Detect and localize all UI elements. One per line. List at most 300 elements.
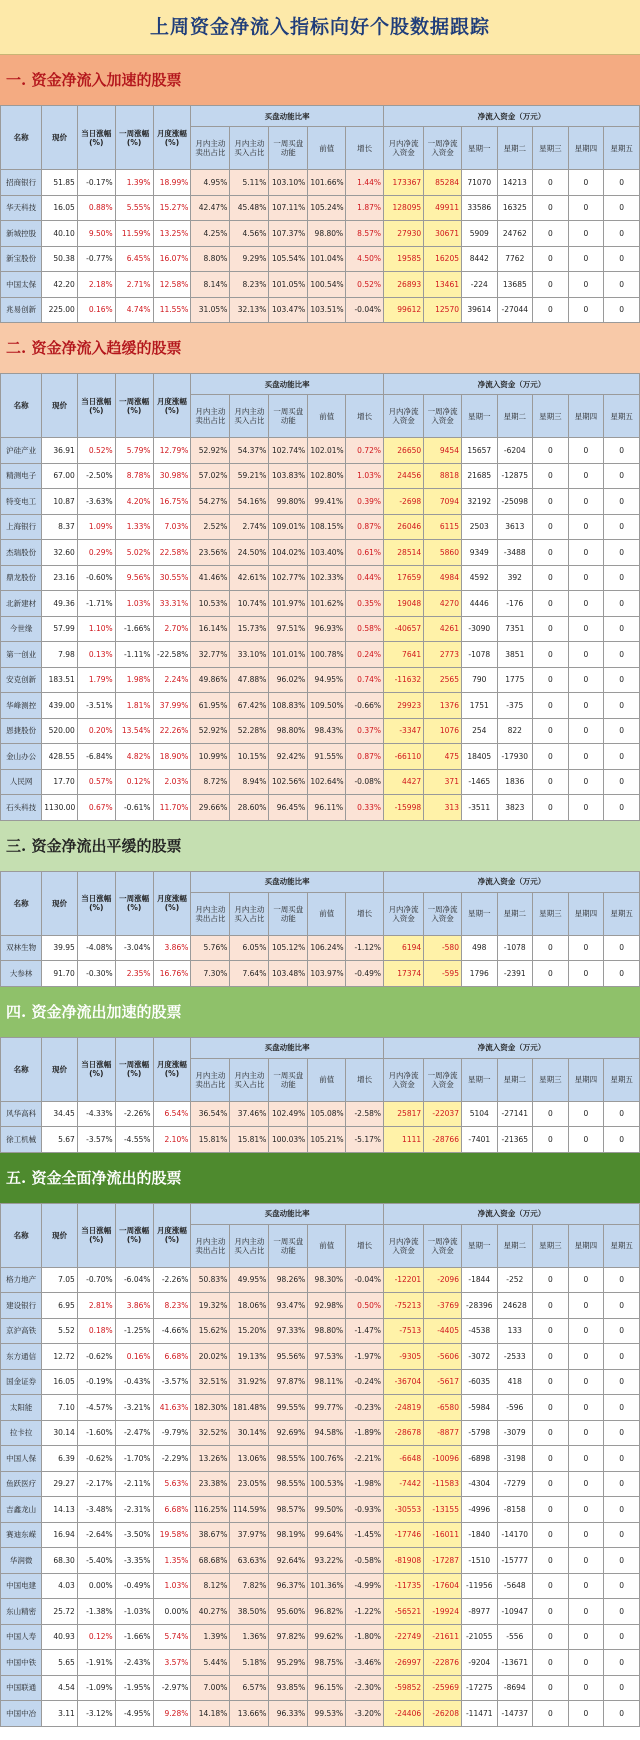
header-month-change: 月度涨幅(%) [153,1203,191,1267]
growth: -0.23% [346,1395,384,1421]
month-change: 3.57% [153,1650,191,1676]
wednesday-flow: 0 [533,744,569,770]
week-net-inflow: -19924 [424,1599,462,1625]
active-buy-ratio: 15.81% [230,1127,269,1153]
week-change: -2.26% [115,1101,153,1127]
header-month-change: 月度涨幅(%) [153,106,191,170]
day-change: -0.60% [77,565,115,591]
monday-flow: 9349 [461,540,497,566]
data-table-2 [0,373,640,821]
growth: -2.21% [346,1446,384,1472]
price: 17.70 [42,769,78,795]
wednesday-flow: 0 [533,514,569,540]
thursday-flow: 0 [568,1344,604,1370]
header-b-sell: 月内主动卖出占比 [191,1224,230,1267]
price: 16.05 [42,195,78,221]
table-row [1,1471,640,1497]
thursday-flow: 0 [568,1599,604,1625]
week-net-inflow: 4984 [424,565,462,591]
tuesday-flow: -27141 [497,1101,533,1127]
price: 51.85 [42,170,78,196]
friday-flow: 0 [604,1127,640,1153]
active-sell-ratio: 182.30% [191,1395,230,1421]
month-net-inflow: -66110 [384,744,424,770]
week-buy-momentum: 104.02% [269,540,308,566]
table-row [1,195,640,221]
day-change: -2.17% [77,1471,115,1497]
week-change: 4.74% [115,297,153,323]
thursday-flow: 0 [568,961,604,987]
monday-flow: -3072 [461,1344,497,1370]
stock-name: 东山精密 [1,1599,42,1625]
header-b-week: 一周买盘动能 [269,127,308,170]
week-buy-momentum: 98.26% [269,1267,308,1293]
week-net-inflow: 2565 [424,667,462,693]
active-sell-ratio: 116.25% [191,1497,230,1523]
month-change: 22.58% [153,540,191,566]
thursday-flow: 0 [568,1650,604,1676]
table-row [1,438,640,464]
week-net-inflow: -6580 [424,1395,462,1421]
active-sell-ratio: 42.47% [191,195,230,221]
header-day-change: 当日涨幅(%) [77,374,115,438]
week-net-inflow: -21611 [424,1624,462,1650]
tuesday-flow: -7279 [497,1471,533,1497]
week-net-inflow: -17287 [424,1548,462,1574]
header-month-change: 月度涨幅(%) [153,1037,191,1101]
table-row [1,961,640,987]
header-fri: 星期五 [604,892,640,935]
tuesday-flow: 24628 [497,1293,533,1319]
friday-flow: 0 [604,591,640,617]
growth: -1.97% [346,1344,384,1370]
active-sell-ratio: 8.14% [191,272,230,298]
week-buy-momentum: 97.87% [269,1369,308,1395]
stock-name: 中国太保 [1,272,42,298]
growth: 0.58% [346,616,384,642]
thursday-flow: 0 [568,1446,604,1472]
monday-flow: 1796 [461,961,497,987]
header-wed: 星期三 [533,892,569,935]
table-row [1,1548,640,1574]
monday-flow: -1844 [461,1267,497,1293]
section-title: 四. 资金净流出加速的股票 [0,987,640,1037]
active-sell-ratio: 40.27% [191,1599,230,1625]
header-tue: 星期二 [497,1058,533,1101]
week-change: -0.49% [115,1573,153,1599]
price: 30.14 [42,1420,78,1446]
header-thu: 星期四 [568,395,604,438]
thursday-flow: 0 [568,1624,604,1650]
week-change: -1.25% [115,1318,153,1344]
monday-flow: 32192 [461,489,497,515]
price: 7.05 [42,1267,78,1293]
header-mon: 星期一 [461,1224,497,1267]
stock-name: 石头科技 [1,795,42,821]
header-tue: 星期二 [497,395,533,438]
price: 42.20 [42,272,78,298]
wednesday-flow: 0 [533,1701,569,1727]
header-tue: 星期二 [497,127,533,170]
monday-flow: 33586 [461,195,497,221]
active-buy-ratio: 5.11% [230,170,269,196]
growth: -5.17% [346,1127,384,1153]
active-buy-ratio: 181.48% [230,1395,269,1421]
price: 34.45 [42,1101,78,1127]
wednesday-flow: 0 [533,463,569,489]
month-change: 1.03% [153,1573,191,1599]
growth: -1.22% [346,1599,384,1625]
header-price: 现价 [42,374,78,438]
prev-value: 106.24% [308,935,346,961]
wednesday-flow: 0 [533,1522,569,1548]
month-net-inflow: 26893 [384,272,424,298]
growth: -0.04% [346,297,384,323]
thursday-flow: 0 [568,1127,604,1153]
day-change: 1.79% [77,667,115,693]
stock-name: 太阳能 [1,1395,42,1421]
month-change: 12.58% [153,272,191,298]
thursday-flow: 0 [568,1471,604,1497]
thursday-flow: 0 [568,935,604,961]
wednesday-flow: 0 [533,718,569,744]
header-week-change: 一周涨幅(%) [115,106,153,170]
friday-flow: 0 [604,961,640,987]
header-b-growth: 增长 [346,892,384,935]
price: 6.39 [42,1446,78,1472]
prev-value: 98.75% [308,1650,346,1676]
stock-name: 中国联通 [1,1675,42,1701]
tuesday-flow: 1775 [497,667,533,693]
week-buy-momentum: 95.56% [269,1344,308,1370]
month-net-inflow: -17746 [384,1522,424,1548]
active-buy-ratio: 54.16% [230,489,269,515]
month-net-inflow: -30553 [384,1497,424,1523]
month-change: 19.58% [153,1522,191,1548]
friday-flow: 0 [604,540,640,566]
stock-name: 京沪高铁 [1,1318,42,1344]
monday-flow: -11471 [461,1701,497,1727]
active-buy-ratio: 114.59% [230,1497,269,1523]
month-net-inflow: -75213 [384,1293,424,1319]
tuesday-flow: -176 [497,591,533,617]
stock-name: 兆易创新 [1,297,42,323]
prev-value: 91.55% [308,744,346,770]
table-row [1,744,640,770]
prev-value: 99.41% [308,489,346,515]
growth: -1.80% [346,1624,384,1650]
wednesday-flow: 0 [533,1675,569,1701]
active-buy-ratio: 7.82% [230,1573,269,1599]
header-price: 现价 [42,871,78,935]
monday-flow: 5104 [461,1101,497,1127]
month-net-inflow: -2698 [384,489,424,515]
header-thu: 星期四 [568,127,604,170]
header-b-buy: 月内主动买入占比 [230,892,269,935]
header-name: 名称 [1,871,42,935]
active-sell-ratio: 23.56% [191,540,230,566]
thursday-flow: 0 [568,438,604,464]
week-buy-momentum: 107.11% [269,195,308,221]
header-thu: 星期四 [568,1058,604,1101]
tuesday-flow: 822 [497,718,533,744]
stock-name: 上海银行 [1,514,42,540]
header-f-month: 月内净流入资金 [384,1058,424,1101]
week-buy-momentum: 103.47% [269,297,308,323]
prev-value: 105.08% [308,1101,346,1127]
prev-value: 99.50% [308,1497,346,1523]
thursday-flow: 0 [568,693,604,719]
stock-name: 中国电建 [1,1573,42,1599]
week-change: -3.04% [115,935,153,961]
monday-flow: 5909 [461,221,497,247]
month-change: 13.25% [153,221,191,247]
friday-flow: 0 [604,1599,640,1625]
header-f-month: 月内净流入资金 [384,395,424,438]
active-buy-ratio: 7.64% [230,961,269,987]
prev-value: 99.53% [308,1701,346,1727]
prev-value: 92.98% [308,1293,346,1319]
friday-flow: 0 [604,1675,640,1701]
week-change: 4.82% [115,744,153,770]
day-change: -2.64% [77,1522,115,1548]
wednesday-flow: 0 [533,769,569,795]
month-net-inflow: -59852 [384,1675,424,1701]
monday-flow: -8977 [461,1599,497,1625]
price: 6.95 [42,1293,78,1319]
month-change: 2.70% [153,616,191,642]
week-net-inflow: -22037 [424,1101,462,1127]
active-sell-ratio: 38.67% [191,1522,230,1548]
header-b-buy: 月内主动买入占比 [230,1224,269,1267]
header-b-growth: 增长 [346,1224,384,1267]
monday-flow: -1465 [461,769,497,795]
month-change: 6.68% [153,1497,191,1523]
price: 49.36 [42,591,78,617]
price: 16.05 [42,1369,78,1395]
header-b-buy: 月内主动买入占比 [230,1058,269,1101]
wednesday-flow: 0 [533,667,569,693]
monday-flow: -11956 [461,1573,497,1599]
week-net-inflow: -8877 [424,1420,462,1446]
tuesday-flow: -1078 [497,935,533,961]
thursday-flow: 0 [568,272,604,298]
table-row [1,489,640,515]
price: 29.27 [42,1471,78,1497]
growth: -1.89% [346,1420,384,1446]
active-buy-ratio: 42.61% [230,565,269,591]
month-net-inflow: -24819 [384,1395,424,1421]
wednesday-flow: 0 [533,693,569,719]
week-net-inflow: 13461 [424,272,462,298]
header-b-prev: 前值 [308,892,346,935]
table-row [1,1675,640,1701]
price: 5.65 [42,1650,78,1676]
active-buy-ratio: 5.18% [230,1650,269,1676]
stock-name: 鱼跃医疗 [1,1471,42,1497]
header-b-week: 一周买盘动能 [269,1058,308,1101]
header-flow-group: 净流入资金（万元） [384,1203,640,1224]
week-buy-momentum: 103.10% [269,170,308,196]
header-b-prev: 前值 [308,395,346,438]
week-net-inflow: 1376 [424,693,462,719]
header-b-prev: 前值 [308,127,346,170]
month-net-inflow: -56521 [384,1599,424,1625]
header-mon: 星期一 [461,1058,497,1101]
wednesday-flow: 0 [533,935,569,961]
prev-value: 98.80% [308,221,346,247]
table-row [1,170,640,196]
tuesday-flow: -21365 [497,1127,533,1153]
month-net-inflow: -7513 [384,1318,424,1344]
header-buy-group: 买盘动能比率 [191,1203,384,1224]
monday-flow: 790 [461,667,497,693]
growth: -0.58% [346,1548,384,1574]
stock-name: 新城控股 [1,221,42,247]
stock-name: 今世缘 [1,616,42,642]
monday-flow: -4996 [461,1497,497,1523]
growth: 0.52% [346,272,384,298]
price: 50.38 [42,246,78,272]
header-flow-group: 净流入资金（万元） [384,1037,640,1058]
price: 39.95 [42,935,78,961]
month-net-inflow: 1111 [384,1127,424,1153]
header-fri: 星期五 [604,127,640,170]
header-mon: 星期一 [461,892,497,935]
friday-flow: 0 [604,272,640,298]
active-buy-ratio: 52.28% [230,718,269,744]
growth: -1.45% [346,1522,384,1548]
thursday-flow: 0 [568,1267,604,1293]
month-change: 9.28% [153,1701,191,1727]
growth: 0.72% [346,438,384,464]
monday-flow: -5984 [461,1395,497,1421]
tuesday-flow: -3079 [497,1420,533,1446]
week-buy-momentum: 102.74% [269,438,308,464]
table-row [1,1599,640,1625]
growth: 1.87% [346,195,384,221]
week-buy-momentum: 101.01% [269,642,308,668]
monday-flow: -224 [461,272,497,298]
week-change: 11.59% [115,221,153,247]
wednesday-flow: 0 [533,1293,569,1319]
month-net-inflow: -3347 [384,718,424,744]
stock-name: 吉鑫龙山 [1,1497,42,1523]
tuesday-flow: -17930 [497,744,533,770]
active-sell-ratio: 20.02% [191,1344,230,1370]
monday-flow: -21055 [461,1624,497,1650]
thursday-flow: 0 [568,642,604,668]
price: 4.03 [42,1573,78,1599]
wednesday-flow: 0 [533,795,569,821]
month-net-inflow: -81908 [384,1548,424,1574]
friday-flow: 0 [604,565,640,591]
wednesday-flow: 0 [533,272,569,298]
week-buy-momentum: 99.80% [269,489,308,515]
day-change: -1.09% [77,1675,115,1701]
thursday-flow: 0 [568,1101,604,1127]
week-buy-momentum: 108.83% [269,693,308,719]
month-net-inflow: -9305 [384,1344,424,1370]
table-row [1,1522,640,1548]
table-row [1,1344,640,1370]
active-sell-ratio: 57.02% [191,463,230,489]
wednesday-flow: 0 [533,246,569,272]
week-net-inflow: -25969 [424,1675,462,1701]
week-change: 5.55% [115,195,153,221]
active-sell-ratio: 68.68% [191,1548,230,1574]
header-b-prev: 前值 [308,1224,346,1267]
tuesday-flow: 14213 [497,170,533,196]
week-net-inflow: -5617 [424,1369,462,1395]
friday-flow: 0 [604,1471,640,1497]
week-change: -6.04% [115,1267,153,1293]
header-b-week: 一周买盘动能 [269,892,308,935]
day-change: -0.70% [77,1267,115,1293]
week-net-inflow: 8818 [424,463,462,489]
header-fri: 星期五 [604,1058,640,1101]
friday-flow: 0 [604,1267,640,1293]
tuesday-flow: 7762 [497,246,533,272]
monday-flow: -4538 [461,1318,497,1344]
month-change: 30.98% [153,463,191,489]
tuesday-flow: 418 [497,1369,533,1395]
stock-name: 金山办公 [1,744,42,770]
week-net-inflow: -5606 [424,1344,462,1370]
prev-value: 98.80% [308,1318,346,1344]
week-change: 1.03% [115,591,153,617]
header-day-change: 当日涨幅(%) [77,1203,115,1267]
active-sell-ratio: 32.52% [191,1420,230,1446]
day-change: 0.18% [77,1318,115,1344]
stock-name: 双林生物 [1,935,42,961]
week-change: -1.70% [115,1446,153,1472]
week-buy-momentum: 96.37% [269,1573,308,1599]
stock-name: 徐工机械 [1,1127,42,1153]
tuesday-flow: -14737 [497,1701,533,1727]
header-b-sell: 月内主动卖出占比 [191,892,230,935]
tuesday-flow: -375 [497,693,533,719]
day-change: 0.67% [77,795,115,821]
day-change: -3.48% [77,1497,115,1523]
table-row [1,667,640,693]
week-change: 2.35% [115,961,153,987]
week-buy-momentum: 102.56% [269,769,308,795]
month-change: 30.55% [153,565,191,591]
active-sell-ratio: 7.00% [191,1675,230,1701]
week-buy-momentum: 105.12% [269,935,308,961]
prev-value: 100.53% [308,1471,346,1497]
stock-name: 风华高科 [1,1101,42,1127]
header-name: 名称 [1,374,42,438]
stock-name: 中国中冶 [1,1701,42,1727]
month-change: 22.26% [153,718,191,744]
active-buy-ratio: 67.42% [230,693,269,719]
prev-value: 102.33% [308,565,346,591]
thursday-flow: 0 [568,1548,604,1574]
month-change: -2.26% [153,1267,191,1293]
thursday-flow: 0 [568,744,604,770]
week-buy-momentum: 97.33% [269,1318,308,1344]
tuesday-flow: -556 [497,1624,533,1650]
active-buy-ratio: 37.97% [230,1522,269,1548]
week-buy-momentum: 92.69% [269,1420,308,1446]
week-change: -1.11% [115,642,153,668]
friday-flow: 0 [604,1522,640,1548]
week-change: -3.50% [115,1522,153,1548]
day-change: 0.13% [77,642,115,668]
week-change: 1.81% [115,693,153,719]
